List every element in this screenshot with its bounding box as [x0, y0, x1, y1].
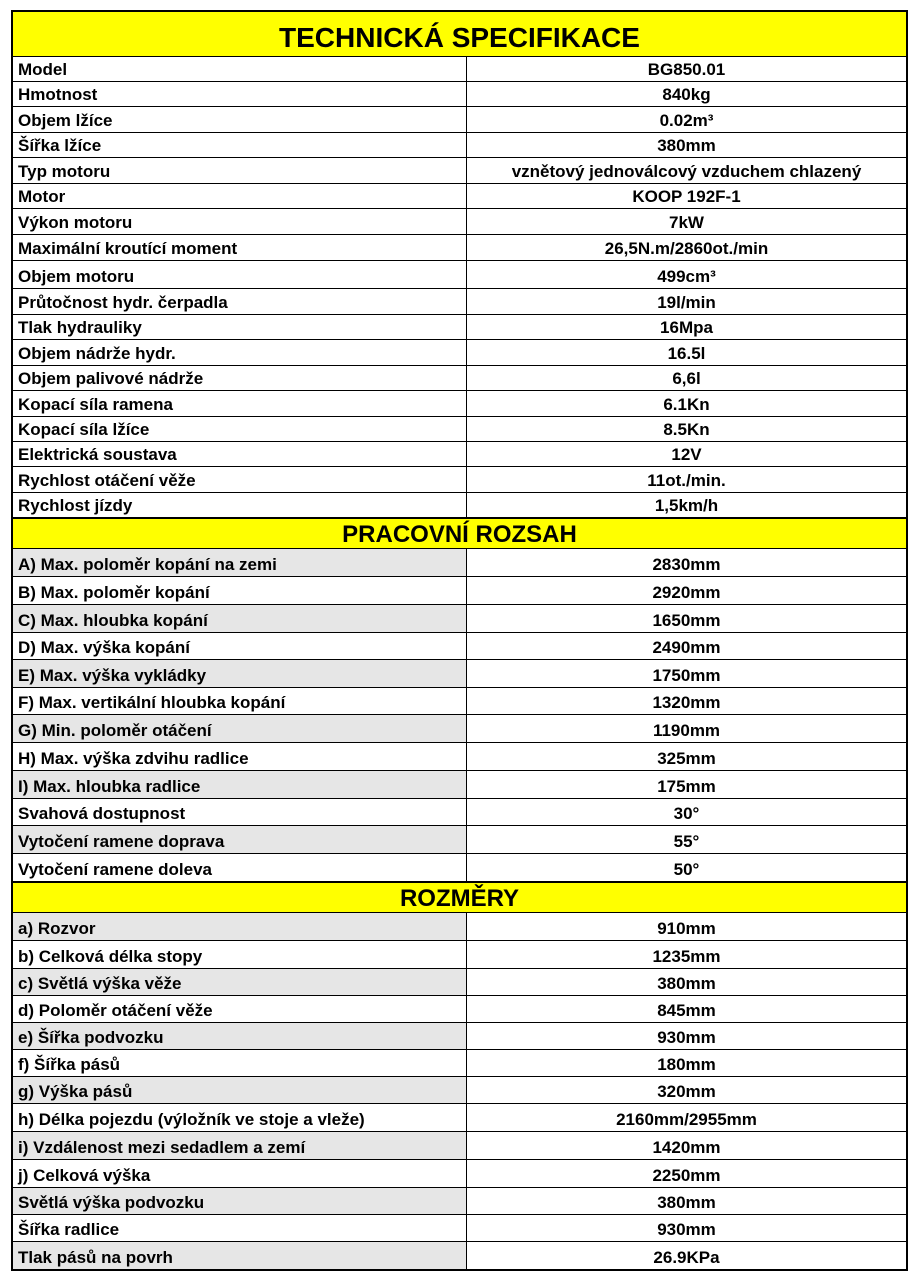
row-value: 380mm	[467, 133, 906, 157]
row-value: 8.5Kn	[467, 417, 906, 441]
table-row	[13, 1077, 906, 1104]
table-row	[13, 1160, 906, 1188]
table-row	[13, 854, 906, 882]
row-value: 499cm³	[467, 261, 906, 288]
row-value: 2490mm	[467, 633, 906, 659]
row-label: Objem palivové nádrže	[13, 366, 467, 390]
row-label: h) Délka pojezdu (výložník ve stoje a vleže)	[13, 1104, 467, 1131]
row-value: KOOP 192F-1	[467, 184, 906, 208]
table-row	[13, 184, 906, 209]
row-label: F) Max. vertikální hloubka kopání	[13, 688, 467, 714]
row-value: 19l/min	[467, 289, 906, 314]
row-value: 6,6l	[467, 366, 906, 390]
row-value: 2250mm	[467, 1160, 906, 1187]
row-value: 6.1Kn	[467, 391, 906, 416]
row-value: 175mm	[467, 771, 906, 798]
spec-table	[11, 10, 908, 1271]
table-row	[13, 969, 906, 996]
row-value: 1235mm	[467, 941, 906, 968]
row-value: 910mm	[467, 913, 906, 940]
table-row	[13, 688, 906, 715]
table-row	[13, 743, 906, 771]
table-row	[13, 158, 906, 184]
row-value: 380mm	[467, 969, 906, 995]
row-label: E) Max. výška vykládky	[13, 660, 467, 687]
section-title	[13, 518, 906, 549]
table-row	[13, 82, 906, 107]
row-label: Maximální kroutící moment	[13, 235, 467, 260]
table-row	[13, 577, 906, 605]
table-row	[13, 771, 906, 799]
table-row	[13, 1215, 906, 1242]
row-value: 30°	[467, 799, 906, 825]
table-row	[13, 442, 906, 467]
table-row	[13, 1023, 906, 1050]
table-row	[13, 289, 906, 315]
section-title-text: ROZMĚRY	[399, 885, 520, 912]
table-row	[13, 57, 906, 82]
row-label: d) Poloměr otáčení věže	[13, 996, 467, 1022]
row-value: 26,5N.m/2860ot./min	[467, 235, 906, 260]
row-label: C) Max. hloubka kopání	[13, 605, 467, 632]
row-label: a) Rozvor	[13, 913, 467, 940]
row-value: 2830mm	[467, 549, 906, 576]
table-row	[13, 633, 906, 660]
row-label: Motor	[13, 184, 467, 208]
row-label: H) Max. výška zdvihu radlice	[13, 743, 467, 770]
table-row	[13, 209, 906, 235]
row-value: 0.02m³	[467, 107, 906, 132]
row-value: 50°	[467, 854, 906, 881]
row-label: G) Min. poloměr otáčení	[13, 715, 467, 742]
table-row	[13, 941, 906, 969]
section-title-text: PRACOVNÍ ROZSAH	[342, 521, 577, 548]
table-row	[13, 133, 906, 158]
row-label: Objem lžíce	[13, 107, 467, 132]
row-label: Šířka radlice	[13, 1215, 467, 1241]
table-row	[13, 107, 906, 133]
row-value: 930mm	[467, 1215, 906, 1241]
row-value: 16Mpa	[467, 315, 906, 339]
row-value: 325mm	[467, 743, 906, 770]
row-label: f) Šířka pásů	[13, 1050, 467, 1076]
row-value: 7kW	[467, 209, 906, 234]
row-value: 16.5l	[467, 340, 906, 365]
row-label: j) Celková výška	[13, 1160, 467, 1187]
table-row	[13, 1132, 906, 1160]
table-row	[13, 315, 906, 340]
row-value: 845mm	[467, 996, 906, 1022]
section-dimensions	[13, 882, 906, 1269]
section-title	[13, 882, 906, 913]
row-value: 180mm	[467, 1050, 906, 1076]
row-value: 1420mm	[467, 1132, 906, 1159]
row-label: Rychlost otáčení věže	[13, 467, 467, 492]
row-label: Rychlost jízdy	[13, 493, 467, 517]
row-label: Vytočení ramene doleva	[13, 854, 467, 881]
section-title-text: TECHNICKÁ SPECIFIKACE	[279, 22, 640, 53]
table-row	[13, 660, 906, 688]
row-label: Objem nádrže hydr.	[13, 340, 467, 365]
table-row	[13, 467, 906, 493]
row-label: Vytočení ramene doprava	[13, 826, 467, 853]
table-row	[13, 391, 906, 417]
section-title	[13, 12, 906, 57]
table-row	[13, 1104, 906, 1132]
table-row	[13, 261, 906, 289]
row-label: D) Max. výška kopání	[13, 633, 467, 659]
table-row	[13, 799, 906, 826]
row-label: Elektrická soustava	[13, 442, 467, 466]
row-label: b) Celková délka stopy	[13, 941, 467, 968]
row-label: Průtočnost hydr. čerpadla	[13, 289, 467, 314]
table-row	[13, 493, 906, 518]
table-row	[13, 605, 906, 633]
row-value: BG850.01	[467, 57, 906, 81]
row-label: Kopací síla ramena	[13, 391, 467, 416]
row-label: g) Výška pásů	[13, 1077, 467, 1103]
table-row	[13, 366, 906, 391]
row-value: 2160mm/2955mm	[467, 1104, 906, 1131]
row-value: 2920mm	[467, 577, 906, 604]
row-label: A) Max. poloměr kopání na zemi	[13, 549, 467, 576]
table-row	[13, 715, 906, 743]
row-label: I) Max. hloubka radlice	[13, 771, 467, 798]
table-row	[13, 417, 906, 442]
table-row	[13, 340, 906, 366]
row-value: 1190mm	[467, 715, 906, 742]
row-label: Tlak hydrauliky	[13, 315, 467, 339]
row-value: 380mm	[467, 1188, 906, 1214]
row-label: B) Max. poloměr kopání	[13, 577, 467, 604]
row-value: vznětový jednoválcový vzduchem chlazený	[467, 158, 906, 183]
row-value: 1320mm	[467, 688, 906, 714]
table-row	[13, 235, 906, 261]
row-label: Výkon motoru	[13, 209, 467, 234]
row-label: Objem motoru	[13, 261, 467, 288]
table-row	[13, 826, 906, 854]
row-value: 26.9KPa	[467, 1242, 906, 1269]
table-row	[13, 1050, 906, 1077]
row-label: Typ motoru	[13, 158, 467, 183]
row-value: 1,5km/h	[467, 493, 906, 517]
table-row	[13, 1242, 906, 1269]
section-working-range	[13, 518, 906, 882]
table-row	[13, 1188, 906, 1215]
row-label: Světlá výška podvozku	[13, 1188, 467, 1214]
row-label: i) Vzdálenost mezi sedadlem a zemí	[13, 1132, 467, 1159]
row-label: Svahová dostupnost	[13, 799, 467, 825]
row-value: 320mm	[467, 1077, 906, 1103]
row-value: 1750mm	[467, 660, 906, 687]
section-technical-specification	[13, 12, 906, 518]
row-value: 840kg	[467, 82, 906, 106]
row-label: Kopací síla lžíce	[13, 417, 467, 441]
row-label: Hmotnost	[13, 82, 467, 106]
row-value: 1650mm	[467, 605, 906, 632]
row-value: 930mm	[467, 1023, 906, 1049]
row-value: 55°	[467, 826, 906, 853]
row-value: 12V	[467, 442, 906, 466]
table-row	[13, 913, 906, 941]
row-label: Šířka lžíce	[13, 133, 467, 157]
table-row	[13, 996, 906, 1023]
row-label: e) Šířka podvozku	[13, 1023, 467, 1049]
row-value: 11ot./min.	[467, 467, 906, 492]
table-row	[13, 549, 906, 577]
row-label: c) Světlá výška věže	[13, 969, 467, 995]
row-label: Tlak pásů na povrh	[13, 1242, 467, 1269]
row-label: Model	[13, 57, 467, 81]
